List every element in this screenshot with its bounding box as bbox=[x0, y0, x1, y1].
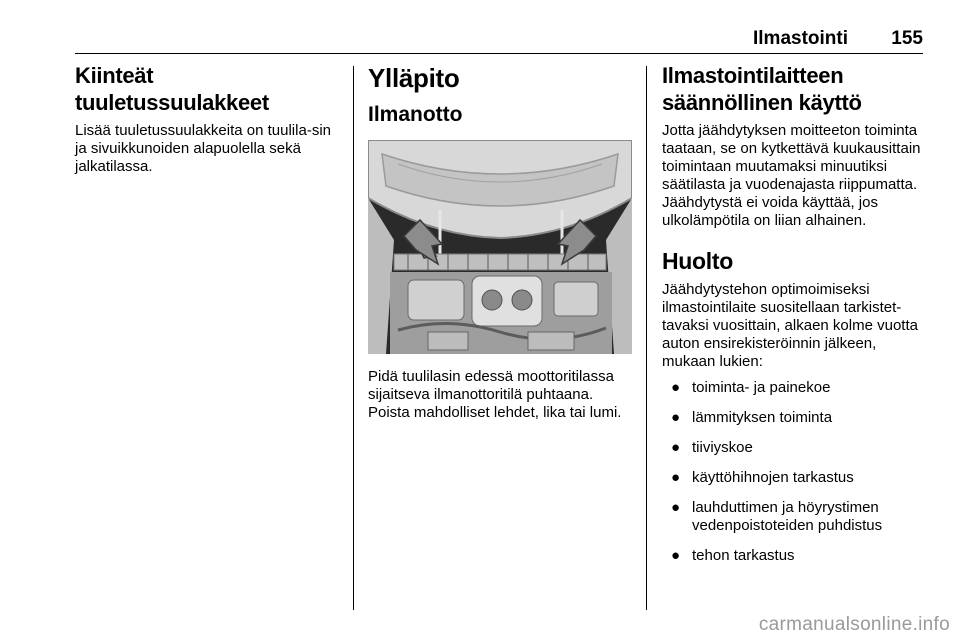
page-number: 155 bbox=[891, 28, 923, 49]
regular-use-text: Jotta jäähdytyksen moitteeton toiminta taataan, se on kytkettävä kuukausittain toimintaan muutamaksi minuutiksi säätilasta ja vuodenajasta riippumatta. Jäähdytystä ei voida käyttää, jos ulkolämpötila on liian alhainen. bbox=[662, 122, 921, 229]
list-item: ● tiiviyskoe bbox=[671, 439, 753, 456]
column-3 bbox=[662, 62, 932, 577]
list-item: ● lämmityksen toiminta bbox=[671, 409, 833, 426]
bullet-icon: ● bbox=[671, 409, 681, 426]
open-hood-engine-bay-illustration bbox=[368, 140, 632, 354]
column-divider-2 bbox=[646, 66, 647, 610]
bullet-icon: ● bbox=[671, 469, 681, 486]
heading-maintenance: Ylläpito bbox=[368, 63, 460, 93]
column-2 bbox=[368, 62, 636, 422]
heading-fixed-vents: Kiinteät tuuletussuulakkeet bbox=[75, 63, 269, 115]
section-title: Ilmastointi bbox=[753, 28, 849, 49]
list-item: ● lauhduttimen ja höyrystimen vedenpoistoteiden puhdistus bbox=[671, 499, 883, 534]
bullet-icon: ● bbox=[671, 439, 681, 456]
service-text: Jäähdytystehon optimoimiseksi ilmastointilaite suositellaan tarkistet-tavaksi vuosittain, alkaen kolme vuotta auton ensirekisteröinnin jälkeen, mukaan lukien: bbox=[662, 281, 918, 370]
column-1 bbox=[75, 62, 343, 176]
fixed-vents-text: Lisää tuuletussuulakkeita on tuulila-sin ja sivuikkunoiden alapuolella sekä jalkatilassa. bbox=[75, 122, 331, 175]
heading-regular-use: Ilmastointilaitteen säännöllinen käyttö bbox=[662, 63, 862, 115]
heading-air-intake: Ilmanotto bbox=[368, 103, 463, 126]
service-checklist bbox=[662, 379, 932, 565]
watermark: carmanualsonline.info bbox=[758, 614, 950, 635]
bullet-icon: ● bbox=[671, 379, 681, 396]
page-header bbox=[753, 28, 923, 50]
column-divider-1 bbox=[353, 66, 354, 610]
list-item: ● tehon tarkastus bbox=[671, 547, 795, 564]
list-item: ● toiminta- ja painekoe bbox=[671, 379, 831, 396]
engine-bay-icon bbox=[368, 140, 632, 354]
header-rule bbox=[75, 53, 923, 54]
list-item: ● käyttöhihnojen tarkastus bbox=[671, 469, 854, 486]
air-intake-text: Pidä tuulilasin edessä moottoritilassa sijaitseva ilmanottoritilä puhtaana. Poista mahdolliset lehdet, lika tai lumi. bbox=[368, 368, 622, 421]
bullet-icon: ● bbox=[671, 547, 681, 564]
heading-service: Huolto bbox=[662, 248, 734, 274]
bullet-icon: ● bbox=[671, 499, 681, 516]
